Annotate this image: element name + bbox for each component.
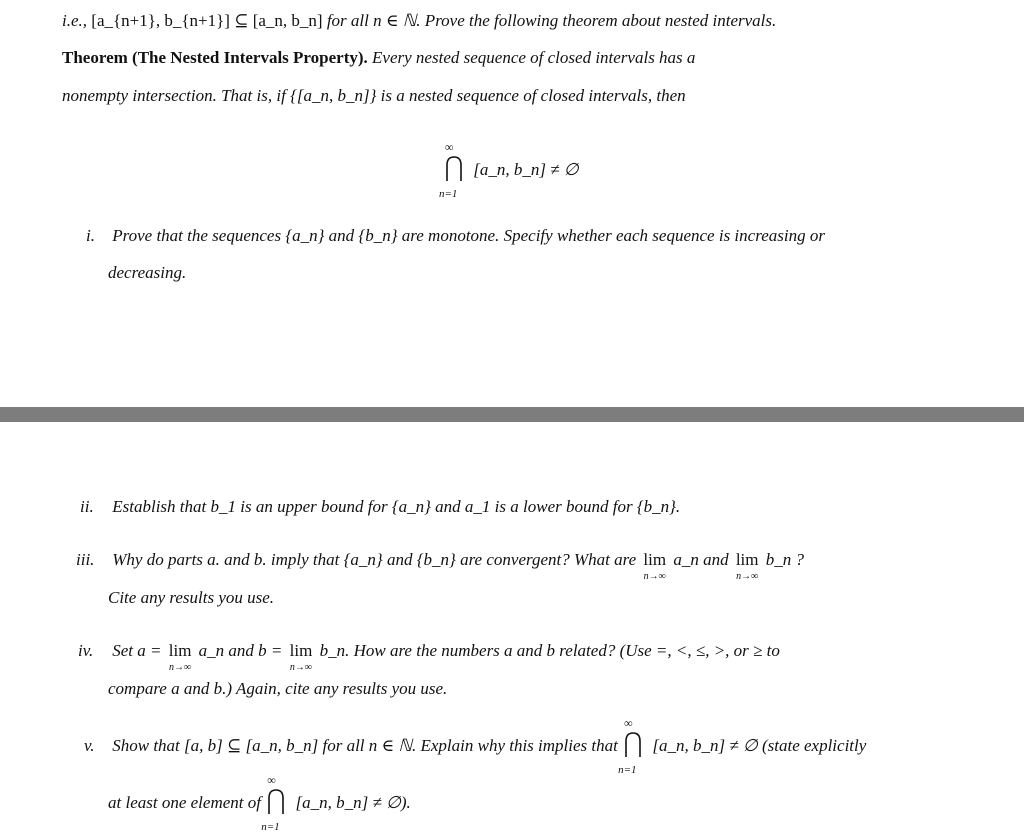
intersection-lower-limit: n=1 [618,764,637,776]
intersection-upper-limit: ∞ [624,716,633,730]
limit-word: lim [735,550,759,569]
theorem-text-1: Every nested sequence of closed intervals has a [372,48,696,67]
part-v-text-a: Show that [a, b] ⊆ [a_n, b_n] for all n ∈ ℕ. Explain why this implies that [112,736,618,755]
intro-line [62,10,776,32]
intro-subset-expr: [a_{n+1}, b_{n+1}] ⊆ [a_n, b_n] [91,11,323,30]
limit-subscript: n→∞ [289,662,313,673]
part-i-text-1: Prove that the sequences {a_n} and {b_n} are monotone. Specify whether each sequence is increasing or [112,226,825,245]
part-iii-limit-2 [735,549,759,582]
limit-subscript: n→∞ [643,571,666,582]
theorem-line-1 [62,47,695,69]
part-iv-text-c: b_n. How are the numbers a and b related? (Use =, <, ≤, >, or ≥ to [319,641,780,660]
intersection-upper-limit: ∞ [267,773,276,787]
part-iii-line-2 [108,587,274,609]
display-expr: [a_n, b_n] ≠ ∅ [473,160,579,179]
part-iii-text-2: Cite any results you use. [108,588,275,607]
part-iii-text-b: a_n and [673,550,729,569]
part-iv-line-2 [108,678,447,700]
part-ii-text: Establish that b_1 is an upper bound for {a_n} and a_1 is a lower bound for {b_n}. [112,497,681,516]
intro-ie: i.e., [62,11,88,30]
limit-word: lim [643,550,667,569]
intersection-lower-limit: n=1 [439,188,458,200]
part-iv-limit-2 [289,640,313,673]
big-intersection-icon [439,140,467,200]
page-divider [0,407,1024,422]
part-v-marker: v. [84,736,95,755]
theorem-line-2 [62,85,686,107]
theorem-label: Theorem (The Nested Intervals Property). [62,48,368,67]
intersection-upper-limit: ∞ [445,140,454,154]
part-v-text-2b: [a_n, b_n] ≠ ∅). [295,793,411,812]
part-i-text-2: decreasing. [108,263,187,282]
part-iv-marker: iv. [78,641,94,660]
theorem-display-equation [439,140,579,200]
part-v-line-1 [84,716,867,776]
part-v-text-2a: at least one element of [108,793,261,812]
part-iv-line-1 [78,640,780,673]
limit-subscript: n→∞ [736,571,759,582]
part-i-marker: i. [86,226,95,245]
part-i-line-2 [108,262,186,284]
part-iv-text-b: a_n and b = [198,641,283,660]
part-v-text-b: [a_n, b_n] ≠ ∅ (state explicitly [652,736,867,755]
part-iv-text-a: Set a = [112,641,162,660]
part-ii-marker: ii. [80,497,94,516]
part-v-line-2 [108,773,411,833]
intersection-lower-limit: n=1 [261,821,280,833]
big-intersection-icon [261,773,289,833]
part-iii-marker: iii. [76,550,95,569]
part-iii-text-c: b_n ? [765,550,804,569]
part-i-line-1 [86,225,825,247]
theorem-text-2: nonempty intersection. That is, if {[a_n, b_n]} is a nested sequence of closed intervals, then [62,86,686,105]
part-iv-limit-1 [168,640,192,673]
limit-word: lim [168,641,192,660]
limit-subscript: n→∞ [169,662,192,673]
limit-word: lim [289,641,313,660]
big-intersection-icon [618,716,646,776]
part-iii-text-a: Why do parts a. and b. imply that {a_n} and {b_n} are convergent? What are [112,550,637,569]
part-iii-limit-1 [643,549,667,582]
part-iv-text-2: compare a and b.) Again, cite any results you use. [108,679,448,698]
part-ii-line [80,496,680,518]
intro-text: for all n ∈ ℕ. Prove the following theorem about nested intervals. [326,11,777,30]
part-iii-line-1 [76,549,804,582]
